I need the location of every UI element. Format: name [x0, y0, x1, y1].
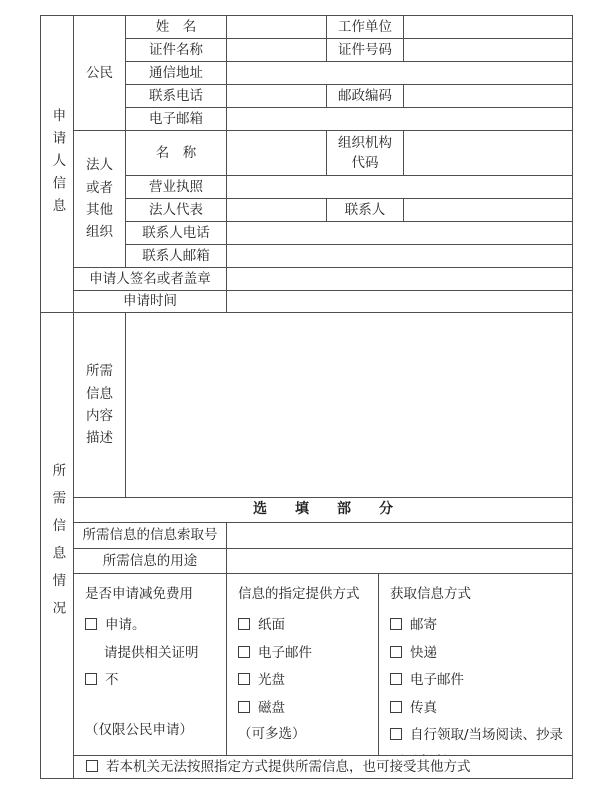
delivery-option-paper-label: 纸面	[258, 617, 285, 633]
delivery-method-title: 信息的指定提供方式	[238, 586, 360, 602]
info-purpose-label: 所需信息的用途	[74, 549, 227, 574]
required-info-table	[40, 312, 573, 779]
mailing-address-label: 通信地址	[126, 62, 227, 85]
mailing-address-value-cell	[227, 62, 573, 85]
checkbox-icon	[238, 673, 250, 685]
obtain-method-title: 获取信息方式	[390, 586, 471, 602]
fee-waiver-title: 是否申请减免费用	[85, 586, 193, 602]
checkbox-icon	[85, 618, 97, 630]
org-name-value-cell	[227, 131, 327, 176]
obtain-option-express	[390, 640, 564, 668]
info-purpose-value-cell	[227, 549, 573, 574]
checkbox-icon	[390, 646, 402, 658]
obtain-option-mail	[390, 612, 564, 640]
obtain-option-self-pickup	[390, 722, 564, 750]
contact-email-label: 联系人邮箱	[126, 245, 227, 268]
legal-representative-value-cell	[227, 199, 327, 222]
delivery-option-email	[238, 640, 370, 668]
delivery-option-cd-label: 光盘	[258, 672, 285, 688]
checkbox-icon	[390, 618, 402, 630]
contact-person-value-cell	[404, 199, 573, 222]
fee-waiver-note: （仅限公民申请）	[85, 722, 193, 738]
fee-option-no-label: 不	[105, 672, 119, 688]
delivery-option-disk-label: 磁盘	[258, 699, 285, 716]
checkbox-icon	[238, 646, 250, 658]
org-code-value-cell	[404, 131, 573, 176]
checkbox-icon	[238, 618, 250, 630]
signature-label: 申请人签名或者盖章	[74, 268, 227, 291]
checkbox-icon	[390, 673, 402, 685]
contact-phone-label: 联系人电话	[126, 222, 227, 245]
delivery-method-group	[227, 574, 379, 756]
obtain-option-email	[390, 667, 564, 695]
signature-value-cell	[227, 268, 573, 291]
checkbox-icon	[86, 760, 98, 772]
delivery-option-email-label: 电子邮件	[258, 644, 312, 661]
applicant-info-side-label	[41, 16, 74, 313]
name-label: 姓 名	[126, 16, 227, 39]
contact-email-value-cell	[227, 245, 573, 268]
id-type-label: 证件名称	[126, 39, 227, 62]
required-info-side-label-text: 所需信息情况	[49, 463, 66, 628]
required-info-side-label	[41, 313, 74, 779]
optional-section-header	[74, 498, 573, 523]
business-license-label: 营业执照	[126, 176, 227, 199]
org-name-label: 名 称	[126, 131, 227, 176]
applicant-info-side-label-text: 申请人信息	[49, 107, 66, 221]
checkbox-icon	[390, 701, 402, 713]
obtain-method-note	[390, 750, 564, 756]
application-form	[40, 15, 572, 779]
applicant-info-table	[40, 15, 573, 313]
id-type-value-cell	[227, 39, 327, 62]
id-number-value-cell	[404, 39, 573, 62]
fee-option-apply-hint: 请提供相关证明	[104, 644, 199, 661]
email-value-cell	[227, 108, 573, 131]
checkbox-icon	[85, 673, 97, 685]
checkbox-icon	[238, 701, 250, 713]
email-label: 电子邮箱	[126, 108, 227, 131]
obtain-option-self-pickup-label: 自行领取/当场阅读、抄录	[410, 727, 564, 743]
fee-option-apply	[85, 612, 218, 640]
legal-representative-label: 法人代表	[126, 199, 227, 222]
info-description-label	[74, 313, 126, 498]
obtain-option-fax	[390, 695, 564, 723]
business-license-value-cell	[227, 176, 573, 199]
contact-phone-value-cell	[227, 222, 573, 245]
fee-option-no	[85, 667, 218, 695]
info-description-label-text: 所需信息内容描述	[86, 363, 113, 447]
org-code-label-text: 组织机构代码	[338, 134, 392, 171]
delivery-option-paper	[238, 612, 370, 640]
delivery-option-cd	[238, 667, 370, 695]
checkbox-icon	[390, 728, 402, 740]
fee-option-apply-label: 申请。	[105, 617, 146, 633]
id-number-label: 证件号码	[327, 39, 404, 62]
info-index-number-value-cell	[227, 523, 573, 549]
obtain-option-mail-label: 邮寄	[410, 617, 437, 633]
info-description-value-cell	[126, 313, 573, 498]
info-index-number-label: 所需信息的信息索取号	[74, 523, 227, 549]
application-time-value-cell	[227, 291, 573, 313]
application-time-label: 申请时间	[74, 291, 227, 313]
fallback-method-label: 若本机关无法按照指定方式提供所需信息，也可接受其他方式	[106, 758, 471, 775]
postal-code-label: 邮政编码	[327, 85, 404, 108]
postal-code-value-cell	[404, 85, 573, 108]
phone-label: 联系电话	[126, 85, 227, 108]
applicant-type-citizen-label: 公民	[74, 16, 126, 131]
phone-value-cell	[227, 85, 327, 108]
work-unit-label: 工作单位	[327, 16, 404, 39]
work-unit-value-cell	[404, 16, 573, 39]
obtain-method-group	[379, 574, 573, 756]
delivery-method-note: （可多选）	[238, 726, 306, 742]
obtain-option-email-label: 电子邮件	[410, 672, 464, 688]
contact-person-label: 联系人	[327, 199, 404, 222]
fee-waiver-group	[74, 574, 227, 756]
org-code-label	[327, 131, 404, 176]
fallback-method-row	[74, 756, 573, 779]
name-value-cell	[227, 16, 327, 39]
optional-section-header-text: 选填部分	[253, 501, 422, 518]
obtain-option-fax-label: 传真	[410, 699, 437, 716]
applicant-type-organization-label	[74, 131, 126, 268]
obtain-option-express-label: 快递	[410, 644, 437, 661]
delivery-option-disk	[238, 695, 370, 723]
applicant-type-organization-label-text: 法人或者其他组织	[86, 157, 113, 241]
